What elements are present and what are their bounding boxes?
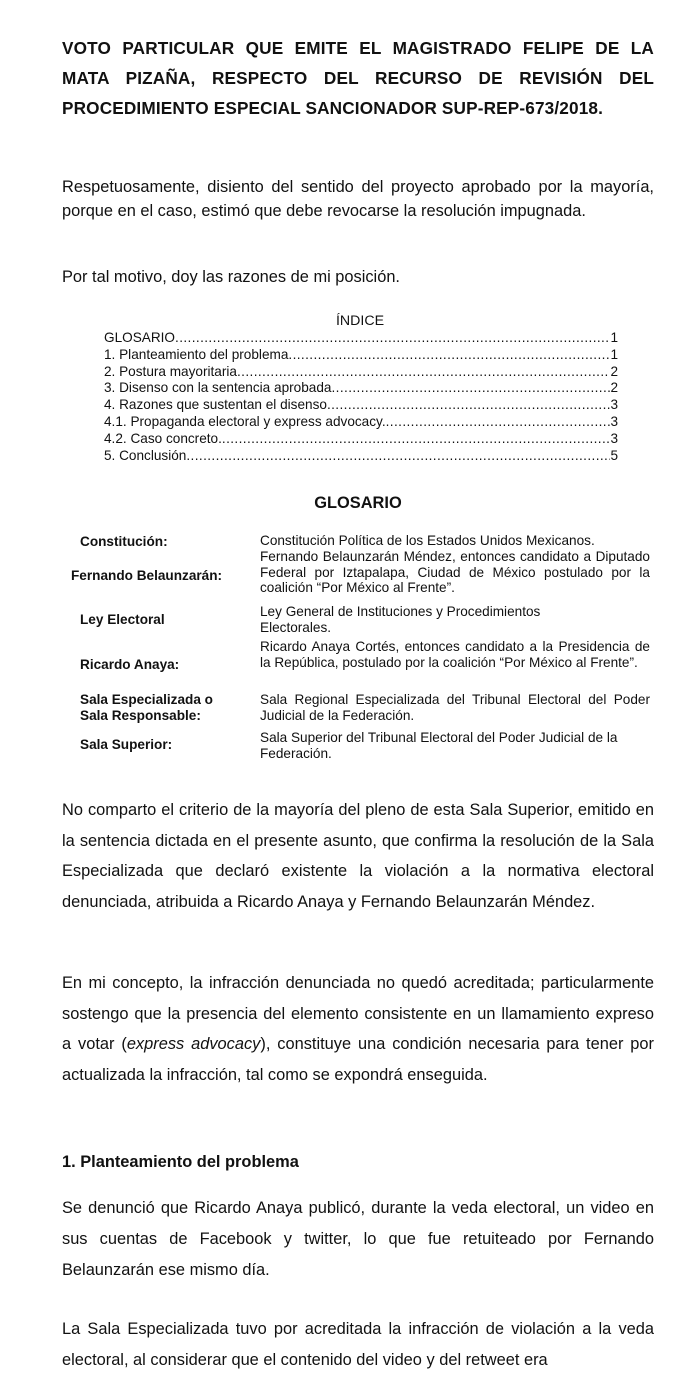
glossary-definition: Fernando Belaunzarán Méndez, entonces candidato a Diputado Federal por Iztapalapa, Ciudad de México postulado por la coalición “Por México al Frente”. (260, 549, 650, 595)
glossary-term: Ricardo Anaya: (80, 657, 180, 672)
glossary-definition: Ricardo Anaya Cortés, entonces candidato a la Presidencia de la República, postulado por la coalición “Por México al Frente”. (260, 639, 650, 670)
glossary-entry (62, 730, 654, 762)
glossary-definition: Ley General de Instituciones y Procedimientos Electorales. (260, 604, 541, 635)
toc-entry: GLOSARIO ..... 1 (104, 330, 618, 347)
intro-paragraph-reason: Por tal motivo, doy las razones de mi posición. (62, 268, 400, 286)
body-paragraph: No comparto el criterio de la mayoría del pleno de esta Sala Superior, emitido en la sentencia dictada en el presente asunto, que confirma la resolución de la Sala Especializada que declaró existente la violación a la normativa electoral denunciada, atribuida a Ricardo Anaya y Fernando Belaunzarán Méndez. (62, 801, 654, 911)
toc-entry: 4.2. Caso concreto. ..... 3 (104, 431, 618, 448)
toc-entry: 4. Razones que sustentan el disenso ..... 3 (104, 397, 618, 414)
toc-entry: 2. Postura mayoritaria ..... 2 (104, 364, 618, 381)
toc-heading: ÍNDICE (335, 313, 385, 329)
glossary-entry (62, 692, 654, 724)
glossary-term: Fernando Belaunzarán: (71, 568, 223, 583)
document-title: VOTO PARTICULAR QUE EMITE EL MAGISTRADO FELIPE DE LA MATA PIZAÑA, RESPECTO DEL RECURSO DE REVISIÓN DEL PROCEDIMIENTO ESPECIAL SANCIONADOR SUP-REP-673/2018. (62, 38, 654, 118)
toc-entry: 3. Disenso con la sentencia aprobada ..... 2 (104, 380, 618, 397)
glossary-entry (62, 639, 654, 686)
italic-term: express advocacy (126, 1035, 261, 1054)
body-paragraph: La Sala Especializada tuvo por acreditada la infracción de violación a la veda electoral, al considerar que el contenido del video y del retweet era (62, 1320, 654, 1369)
body-paragraph: Se denunció que Ricardo Anaya publicó, durante la veda electoral, un video en sus cuentas de Facebook y twitter, lo que fue retuiteado por Fernando Belaunzarán ese mismo día. (62, 1199, 654, 1279)
section-heading: 1. Planteamiento del problema (62, 1153, 299, 1171)
glossary-term: Constitución: (80, 534, 168, 549)
table-of-contents (104, 330, 618, 464)
glossary-term: Sala Especializada o Sala Responsable: (80, 692, 213, 723)
toc-entry: 4.1. Propaganda electoral y express advocacy. ..... 3 (104, 414, 618, 431)
glossary-definition: Sala Superior del Tribunal Electoral del Poder Judicial de la Federación. (260, 730, 618, 761)
glossary-definition: Constitución Política de los Estados Unidos Mexicanos. (260, 533, 595, 548)
toc-entry: 5. Conclusión ..... 5 (104, 448, 618, 465)
glossary-entry (62, 533, 654, 549)
body-paragraph: En mi concepto, la infracción denunciada no quedó acreditada; particularmente sostengo que la presencia del elemento consistente en un llamamiento expreso a votar (express advocacy), constituye una condición necesaria para tener por actualizada la infracción, tal como se expondrá enseguida. (62, 974, 654, 1084)
glossary-heading: GLOSARIO (314, 494, 402, 512)
glossary-definition: Sala Regional Especializada del Tribunal Electoral del Poder Judicial de la Federación. (260, 692, 650, 723)
glossary-term: Sala Superior: (80, 737, 173, 752)
glossary-entry (62, 549, 654, 596)
intro-paragraph: Respetuosamente, disiento del sentido del proyecto aprobado por la mayoría, porque en el caso, estimó que debe revocarse la resolución impugnada. (62, 178, 654, 220)
glossary-entry (62, 604, 654, 636)
toc-entry: 1. Planteamiento del problema ..... 1 (104, 347, 618, 364)
glossary-term: Ley Electoral (80, 612, 165, 627)
